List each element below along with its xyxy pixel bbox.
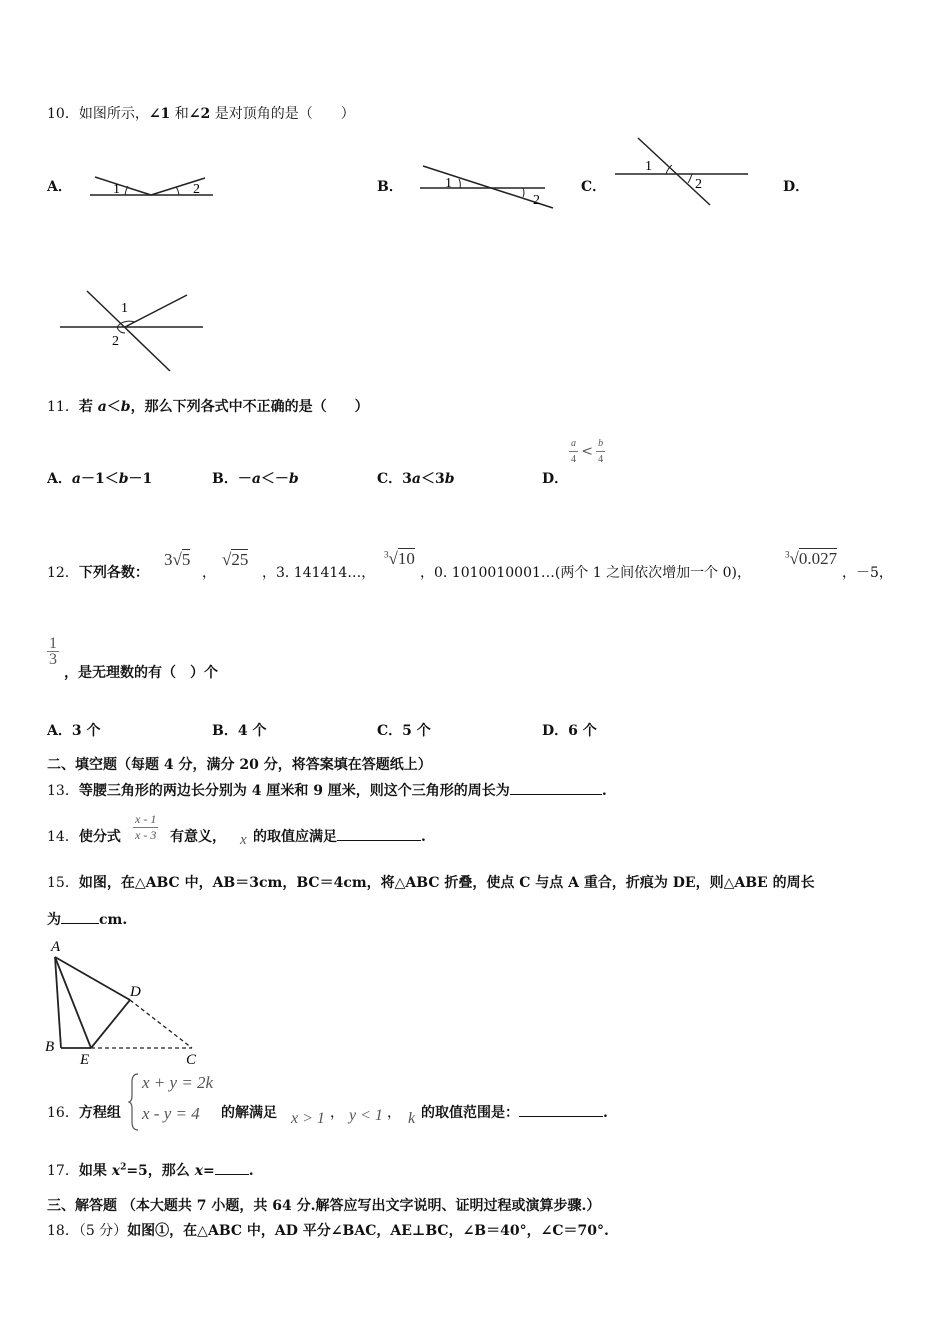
- q13-answer-blank[interactable]: [510, 780, 602, 795]
- q12-number-3141414: ，3. 141414…，: [262, 565, 376, 581]
- q12-number-cuberoot0027: $^3$√0.027: [785, 549, 838, 568]
- section-3-heading: 三、解答题 （本大题共 7 小题，共 64 分.解答应写出文字说明、证明过程或演算步骤.）: [47, 1198, 601, 1214]
- q12-number-01010010001: ，0. 1010010001…(两个 1 之间依次增加一个 0)，: [420, 565, 751, 581]
- q11-option-d-label: D．: [542, 471, 569, 487]
- q12-number-cuberoot10: $^3$√10: [384, 549, 415, 568]
- q14-stem-mid: 有意义，: [170, 829, 226, 845]
- svg-text:1: 1: [113, 182, 120, 197]
- q12-option-d: D．6 个: [542, 723, 597, 739]
- q11-stem: 11．若 a＜b，那么下列各式中不正确的是（ ）: [47, 399, 369, 415]
- svg-text:2: 2: [112, 334, 119, 349]
- svg-text:E: E: [80, 1052, 90, 1068]
- q16-condition-y: y < 1: [349, 1107, 383, 1124]
- q13-stem: 13．等腰三角形的两边长分别为 4 厘米和 9 厘米，则这个三角形的周长为 .: [47, 780, 607, 800]
- q12-stem-end: ，是无理数的有（ ）个: [64, 665, 218, 681]
- svg-text:2: 2: [533, 193, 540, 208]
- q14-variable-x: x: [240, 832, 247, 848]
- q17-answer-blank[interactable]: [215, 1160, 249, 1175]
- section-2-heading: 二、填空题（每题 4 分，满分 20 分，将答案填在答题纸上）: [47, 757, 432, 773]
- q10-figure-a: [85, 165, 220, 201]
- q15-stem-line2: 为 cm.: [47, 909, 127, 929]
- q12-stem-line1: 12．下列各数：: [47, 565, 149, 581]
- q16-equation-2: x - y = 4: [142, 1104, 200, 1123]
- q11-option-a: A．a－1＜b－1: [47, 471, 153, 487]
- q15-stem-line1: 15．如图，在△ABC 中，AB＝3cm，BC＝4cm，将△ABC 折叠，使点 C 与点 A 重合，折痕为 DE，则△ABE 的周长: [47, 875, 815, 891]
- q10-stem: 10．如图所示，∠1 和∠2 是对顶角的是（ ）: [47, 106, 355, 122]
- q11-option-b: B．－a＜－b: [212, 471, 299, 487]
- q10-option-b-label: B．: [377, 179, 403, 195]
- q16-stem-mid: 的解满足: [221, 1105, 277, 1121]
- svg-text:C: C: [186, 1052, 197, 1068]
- q16-variable-k: k: [408, 1110, 416, 1127]
- q16-answer-blank[interactable]: [519, 1102, 603, 1117]
- svg-text:2: 2: [193, 182, 200, 197]
- q15-answer-blank[interactable]: [61, 909, 99, 924]
- q10-option-c-label: C．: [581, 179, 607, 195]
- q16-stem-start: 16．方程组: [47, 1105, 121, 1121]
- q17-stem: 17．如果 $x^2=5$，那么 x= .: [47, 1160, 254, 1180]
- q14-answer-blank[interactable]: [337, 826, 421, 841]
- q10-figure-b: [415, 160, 555, 212]
- q10-figure-c: [610, 133, 755, 208]
- q18-stem: 18．（5 分）如图①，在△ABC 中，AD 平分∠BAC，AE⊥BC，∠B＝40°，∠C＝70°.: [47, 1223, 609, 1239]
- q14-stem-end: 的取值应满足 .: [253, 826, 426, 846]
- q16-comma-2: ，: [387, 1105, 401, 1121]
- q12-number-root25: √25: [222, 550, 249, 569]
- svg-text:1: 1: [121, 301, 128, 316]
- svg-text:2: 2: [695, 177, 702, 192]
- q16-system-brace: [128, 1072, 140, 1132]
- svg-text:1: 1: [645, 159, 652, 174]
- q12-sep-1: ，: [202, 565, 216, 581]
- q12-option-c: C．5 个: [377, 723, 431, 739]
- q12-option-b: B．4 个: [212, 723, 267, 739]
- q12-number-3root5: 3√5: [164, 550, 191, 569]
- svg-text:D: D: [130, 984, 141, 1000]
- q12-fraction-one-third: $\frac{1}{3}$: [49, 635, 57, 668]
- q11-option-c: C．3a＜3b: [377, 471, 455, 487]
- q10-option-a-label: A．: [47, 179, 72, 195]
- q16-comma-1: ，: [330, 1105, 344, 1121]
- svg-text:A: A: [51, 939, 61, 955]
- q12-number-minus5: ，－5，: [842, 565, 893, 581]
- q10-figure-d: [55, 285, 210, 375]
- q15-triangle-figure: [40, 936, 210, 1068]
- q10-option-d-label: D．: [783, 179, 810, 195]
- svg-text:B: B: [45, 1039, 55, 1055]
- q16-equation-1: x + y = 2k: [142, 1073, 214, 1092]
- svg-text:1: 1: [445, 176, 452, 191]
- q14-stem-start: 14．使分式: [47, 829, 121, 845]
- q14-fraction: $\frac{x - 1}{x - 3}$: [135, 812, 157, 842]
- q16-stem-end: 的取值范围是： .: [421, 1102, 608, 1122]
- q12-option-a: A．3 个: [47, 723, 101, 739]
- q16-condition-x: x > 1: [291, 1110, 325, 1127]
- q11-option-d-expression: $\frac{a}{4}$ < $\frac{b}{4}$: [571, 438, 604, 465]
